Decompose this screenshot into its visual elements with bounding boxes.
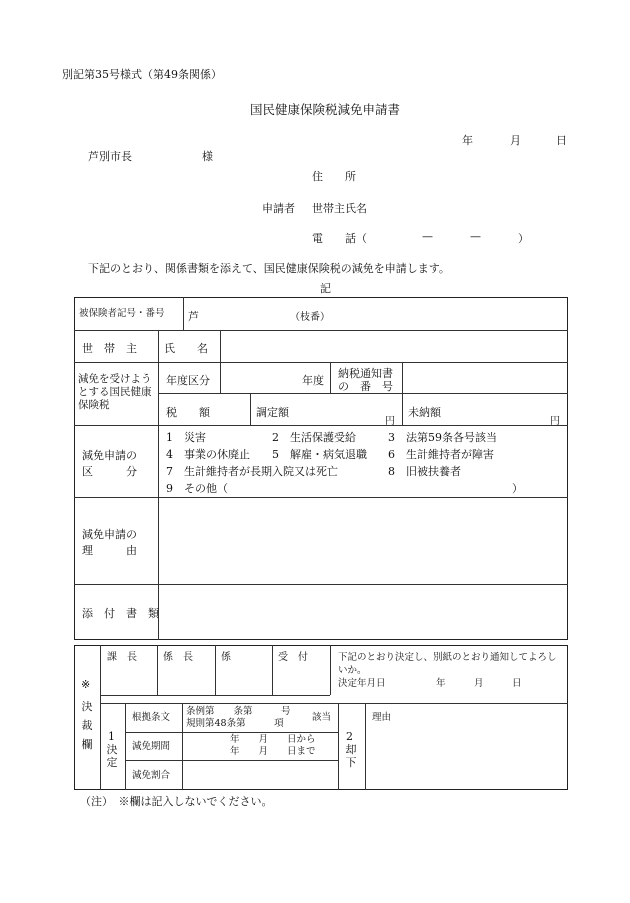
category-3: 3 法第59条各号該当	[388, 431, 497, 444]
staff-label: 係	[221, 652, 231, 663]
applicable-label: 該当	[312, 712, 332, 723]
tax-amount-label: 税 額	[166, 406, 210, 419]
footnote: （注） ※欄は記入しないでください。	[80, 795, 273, 808]
decision-column-label: 決裁欄	[81, 700, 93, 751]
decision-date-label: 決定年月日	[338, 678, 386, 689]
document-title: 国民健康保険税減免申請書	[250, 102, 401, 117]
ordinance-article: 条例第 条第 号	[186, 706, 291, 717]
intro-statement: 下記のとおり、関係書類を添えて、国民健康保険税の減免を申請します。	[88, 262, 450, 275]
subsection-chief-label: 係 長	[163, 652, 193, 663]
reject-number: 2	[346, 730, 353, 743]
date-day: 日	[556, 134, 567, 147]
insured-prefix: 芦	[188, 310, 199, 323]
approve-number: 1	[108, 730, 115, 743]
decision-date-year: 年	[436, 678, 446, 689]
branch-number-label: （枝番）	[290, 312, 330, 323]
ki-label: 記	[320, 282, 331, 295]
period-label: 減免期間	[132, 741, 171, 752]
category-1: 1 災害	[166, 431, 206, 444]
insured-number-label: 被保険者記号・番号	[79, 308, 165, 319]
decision-date-day: 日	[512, 678, 522, 689]
fiscal-year-label: 年度区分	[166, 374, 210, 387]
category-6: 6 生計維持者が障害	[388, 448, 494, 461]
ratio-label: 減免割合	[132, 770, 171, 781]
phone-dash-2: —	[470, 230, 481, 243]
category-label-1: 減免申請の	[82, 449, 137, 462]
applicant-role-label: 申請者	[262, 202, 295, 215]
category-8: 8 旧被扶養者	[388, 465, 461, 478]
reason-label-1: 減免申請の	[82, 528, 137, 541]
category-4: 4 事業の休廃止	[166, 448, 250, 461]
category-5: 5 解雇・病気退職	[272, 448, 367, 461]
rule-article: 規則第48条第 項	[186, 718, 284, 729]
attachments-label: 添 付 書 類	[82, 607, 159, 620]
unpaid-yen-unit: 円	[550, 416, 560, 427]
reason-field-label: 理由	[372, 712, 392, 723]
assessed-amount-label: 調定額	[256, 406, 289, 419]
date-year: 年	[462, 134, 473, 147]
basis-article-label: 根拠条文	[132, 712, 171, 723]
section-chief-label: 課 長	[107, 652, 137, 663]
tax-notice-number-label-1: 納税通知書	[338, 367, 393, 380]
tax-notice-number-label-2: の 番 号	[338, 380, 393, 393]
office-use-mark: ※	[81, 678, 91, 691]
form-number: 別記第35号様式（第49条関係）	[62, 68, 222, 81]
addressee-honorific: 様	[202, 150, 213, 163]
category-7: 7 生計維持者が長期入院又は死亡	[166, 465, 338, 478]
addressee-name: 芦別市長	[88, 150, 132, 163]
phone-dash-1: —	[422, 230, 433, 243]
assessed-yen-unit: 円	[385, 416, 395, 427]
unpaid-amount-label: 未納額	[408, 406, 441, 419]
household-head-label: 世 帯 主	[82, 342, 137, 355]
name-label: 氏 名	[164, 342, 208, 355]
date-month: 月	[510, 134, 521, 147]
approve-label: 決定	[106, 743, 118, 769]
fiscal-year-unit: 年度	[302, 374, 324, 387]
category-9: 9 その他（	[166, 482, 228, 495]
category-2: 2 生活保護受給	[272, 431, 356, 444]
tax-subject-label: 減免を受けようとする国民健康保険税	[78, 373, 152, 411]
decision-date-month: 月	[474, 678, 484, 689]
category-label-2: 区 分	[82, 465, 137, 478]
reason-label-2: 理 由	[82, 544, 137, 557]
reject-label: 却下	[345, 743, 357, 769]
category-9-close: ）	[512, 482, 523, 495]
received-label: 受 付	[278, 652, 308, 663]
address-label: 住 所	[312, 170, 356, 183]
decision-statement: 下記のとおり決定し、別紙のとおり通知してよろしいか。	[338, 652, 557, 676]
phone-close: ）	[518, 232, 529, 245]
period-to: 年 月 日まで	[230, 746, 316, 757]
phone-label: 電 話（	[312, 232, 367, 245]
household-head-name-label: 世帯主氏名	[312, 202, 367, 215]
period-from: 年 月 日から	[230, 734, 316, 745]
